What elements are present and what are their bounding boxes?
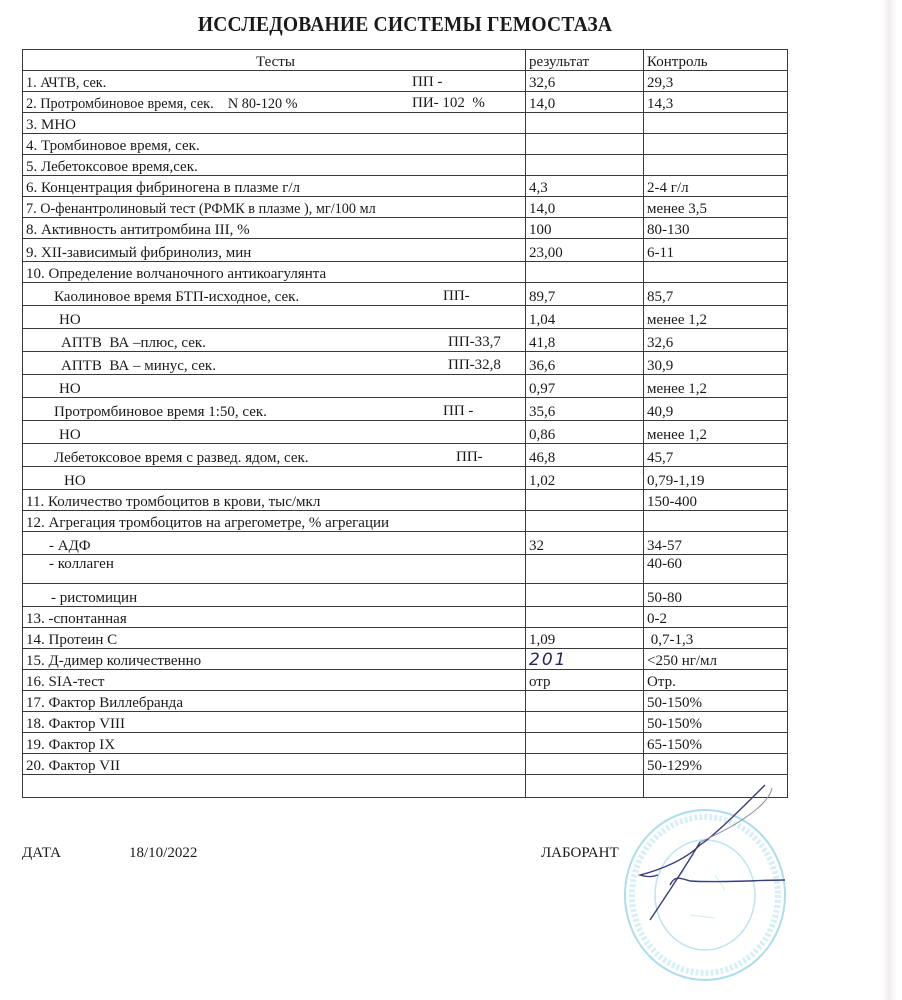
result-cell: 36,6 <box>526 352 644 375</box>
control-cell: 50-150% <box>644 712 788 733</box>
result-cell: 14,0 <box>526 197 644 218</box>
test-name: НО <box>23 306 526 329</box>
control-cell: 0-2 <box>644 607 788 628</box>
result-cell <box>526 754 644 775</box>
control-cell: менее 3,5 <box>644 197 788 218</box>
table-row <box>23 283 788 306</box>
table-row <box>23 532 788 555</box>
test-name-cell <box>23 283 526 306</box>
test-name: 1. АЧТВ, сек. <box>26 75 107 91</box>
control-cell: менее 1,2 <box>644 421 788 444</box>
table-row <box>23 754 788 775</box>
table-row <box>23 306 788 329</box>
test-name: - АДФ <box>23 532 526 555</box>
pp-marker: ПП- <box>443 288 470 304</box>
control-cell: 0,79-1,19 <box>644 467 788 490</box>
result-handwritten: 201 <box>526 649 644 670</box>
table-row <box>23 134 788 155</box>
result-cell: отр <box>526 670 644 691</box>
table-row <box>23 352 788 375</box>
result-cell <box>526 607 644 628</box>
result-cell: 4,3 <box>526 176 644 197</box>
result-cell: 23,00 <box>526 239 644 262</box>
test-name: АПТВ ВА –плюс, сек. <box>61 335 206 351</box>
table-row <box>23 71 788 92</box>
test-name: 19. Фактор IX <box>23 733 526 754</box>
control-cell: 2-4 г/л <box>644 176 788 197</box>
control-cell: <250 нг/мл <box>644 649 788 670</box>
control-cell: 6-11 <box>644 239 788 262</box>
table-row <box>23 113 788 134</box>
table-row-section <box>23 262 788 283</box>
table-row <box>23 712 788 733</box>
control-cell: 29,3 <box>644 71 788 92</box>
result-cell <box>526 155 644 176</box>
table-row <box>23 670 788 691</box>
control-cell: Отр. <box>644 670 788 691</box>
test-name: 2. Протромбиновое время, сек. N 80-120 % <box>26 96 298 112</box>
section-title: 10. Определение волчаночного антикоагулянта <box>23 262 526 283</box>
test-name-cell <box>23 329 526 352</box>
table-row <box>23 218 788 239</box>
test-name: 8. Активность антитромбина III, % <box>23 218 526 239</box>
pi-marker: ПИ- 102 % <box>412 95 485 111</box>
result-cell <box>526 113 644 134</box>
test-name: Протромбиновое время 1:50, сек. <box>54 404 267 420</box>
table-row <box>23 329 788 352</box>
test-name: 11. Количество тромбоцитов в крови, тыс/мкл <box>23 490 526 511</box>
result-cell: 1,04 <box>526 306 644 329</box>
result-cell: 46,8 <box>526 444 644 467</box>
table-row <box>23 92 788 113</box>
control-cell: 150-400 <box>644 490 788 511</box>
results-table <box>22 49 788 798</box>
test-name: Каолиновое время БТП-исходное, сек. <box>54 289 300 305</box>
result-cell <box>526 712 644 733</box>
result-cell: 0,97 <box>526 375 644 398</box>
control-cell: менее 1,2 <box>644 306 788 329</box>
result-cell: 1,02 <box>526 467 644 490</box>
table-row <box>23 691 788 712</box>
test-name: - коллаген <box>23 555 526 584</box>
table-row <box>23 490 788 511</box>
test-name: АПТВ ВА – минус, сек. <box>61 358 216 374</box>
control-cell <box>644 134 788 155</box>
pp-marker: ПП - <box>412 74 443 90</box>
result-cell: 14,0 <box>526 92 644 113</box>
test-name: 20. Фактор VII <box>23 754 526 775</box>
table-row <box>23 398 788 421</box>
control-cell: 40,9 <box>644 398 788 421</box>
result-cell: 1,09 <box>526 628 644 649</box>
control-cell: 80-130 <box>644 218 788 239</box>
date-value: 18/10/2022 <box>129 845 198 861</box>
test-name: 18. Фактор VIII <box>23 712 526 733</box>
result-cell: 100 <box>526 218 644 239</box>
test-name: 15. Д-димер количественно <box>23 649 526 670</box>
table-row <box>23 375 788 398</box>
test-name: 17. Фактор Виллебранда <box>23 691 526 712</box>
test-name-cell <box>23 398 526 421</box>
control-cell: 45,7 <box>644 444 788 467</box>
pp-marker: ПП-32,8 <box>448 357 501 373</box>
test-name: НО <box>23 467 526 490</box>
test-name: - ристомицин <box>23 584 526 607</box>
result-cell <box>526 490 644 511</box>
control-cell <box>644 262 788 283</box>
control-cell <box>644 511 788 532</box>
test-name: 3. МНО <box>23 113 526 134</box>
table-row <box>23 555 788 584</box>
test-name: 16. SIA-тест <box>23 670 526 691</box>
test-name: 14. Протеин С <box>23 628 526 649</box>
table-row <box>23 733 788 754</box>
test-name-cell <box>23 352 526 375</box>
control-cell: 85,7 <box>644 283 788 306</box>
table-row <box>23 444 788 467</box>
test-name-text: 7. О-фенантролиновый тест (РФМК в плазме ), мг/100 мл <box>26 201 376 217</box>
result-cell: 32,6 <box>526 71 644 92</box>
test-name: НО <box>23 375 526 398</box>
control-cell: 50-129% <box>644 754 788 775</box>
result-cell: 35,6 <box>526 398 644 421</box>
result-cell: 32 <box>526 532 644 555</box>
table-row <box>23 584 788 607</box>
result-cell: 89,7 <box>526 283 644 306</box>
control-cell: 50-80 <box>644 584 788 607</box>
control-cell: 30,9 <box>644 352 788 375</box>
table-row <box>23 176 788 197</box>
table-row <box>23 239 788 262</box>
control-cell: 50-150% <box>644 691 788 712</box>
scan-edge-shadow <box>882 0 896 1000</box>
document-title: ИССЛЕДОВАНИЕ СИСТЕМЫ ГЕМОСТАЗА <box>197 12 613 36</box>
header-control: Контроль <box>644 50 788 71</box>
result-cell <box>526 511 644 532</box>
control-cell: 40-60 <box>644 555 788 584</box>
result-cell: 0,86 <box>526 421 644 444</box>
control-cell: 34-57 <box>644 532 788 555</box>
pp-marker: ПП-33,7 <box>448 334 501 350</box>
control-cell: 14,3 <box>644 92 788 113</box>
table-row <box>23 155 788 176</box>
table-row <box>23 649 788 670</box>
control-cell: менее 1,2 <box>644 375 788 398</box>
table-row <box>23 421 788 444</box>
test-name: НО <box>23 421 526 444</box>
table-row <box>23 607 788 628</box>
result-cell <box>526 262 644 283</box>
control-cell: 0,7-1,3 <box>644 628 788 649</box>
control-cell <box>644 113 788 134</box>
date-label: ДАТА <box>22 845 61 861</box>
test-name: 4. Тромбиновое время, сек. <box>23 134 526 155</box>
test-name: 5. Лебетоксовое время,сек. <box>23 155 526 176</box>
table-row <box>23 628 788 649</box>
pp-marker: ПП - <box>443 403 474 419</box>
test-name: 9. XII-зависимый фибринолиз, мин <box>23 239 526 262</box>
table-row <box>23 467 788 490</box>
test-name-cell <box>23 444 526 467</box>
signature-icon <box>600 780 800 940</box>
header-result: результат <box>526 50 644 71</box>
control-cell: 32,6 <box>644 329 788 352</box>
test-name: 6. Концентрация фибриногена в плазме г/л <box>23 176 526 197</box>
result-cell <box>526 555 644 584</box>
result-cell: 41,8 <box>526 329 644 352</box>
table-row-section <box>23 511 788 532</box>
header-tests: Тесты <box>23 50 526 71</box>
test-name <box>23 775 526 798</box>
result-cell <box>526 691 644 712</box>
control-cell: 65-150% <box>644 733 788 754</box>
test-name-cell <box>23 92 526 113</box>
test-name: 13. -спонтанная <box>23 607 526 628</box>
table-header-row <box>23 50 788 71</box>
test-name: Лебетоксовое время с развед. ядом, сек. <box>54 450 309 466</box>
pp-marker: ПП- <box>456 449 483 465</box>
table-row <box>23 197 788 218</box>
test-name-cell <box>23 71 526 92</box>
result-cell <box>526 134 644 155</box>
control-cell <box>644 155 788 176</box>
section-title: 12. Агрегация тромбоцитов на агрегометре, % агрегации <box>23 511 526 532</box>
test-name <box>23 197 526 218</box>
result-cell <box>526 584 644 607</box>
lab-technician-label: ЛАБОРАНТ <box>541 845 619 861</box>
result-cell <box>526 733 644 754</box>
